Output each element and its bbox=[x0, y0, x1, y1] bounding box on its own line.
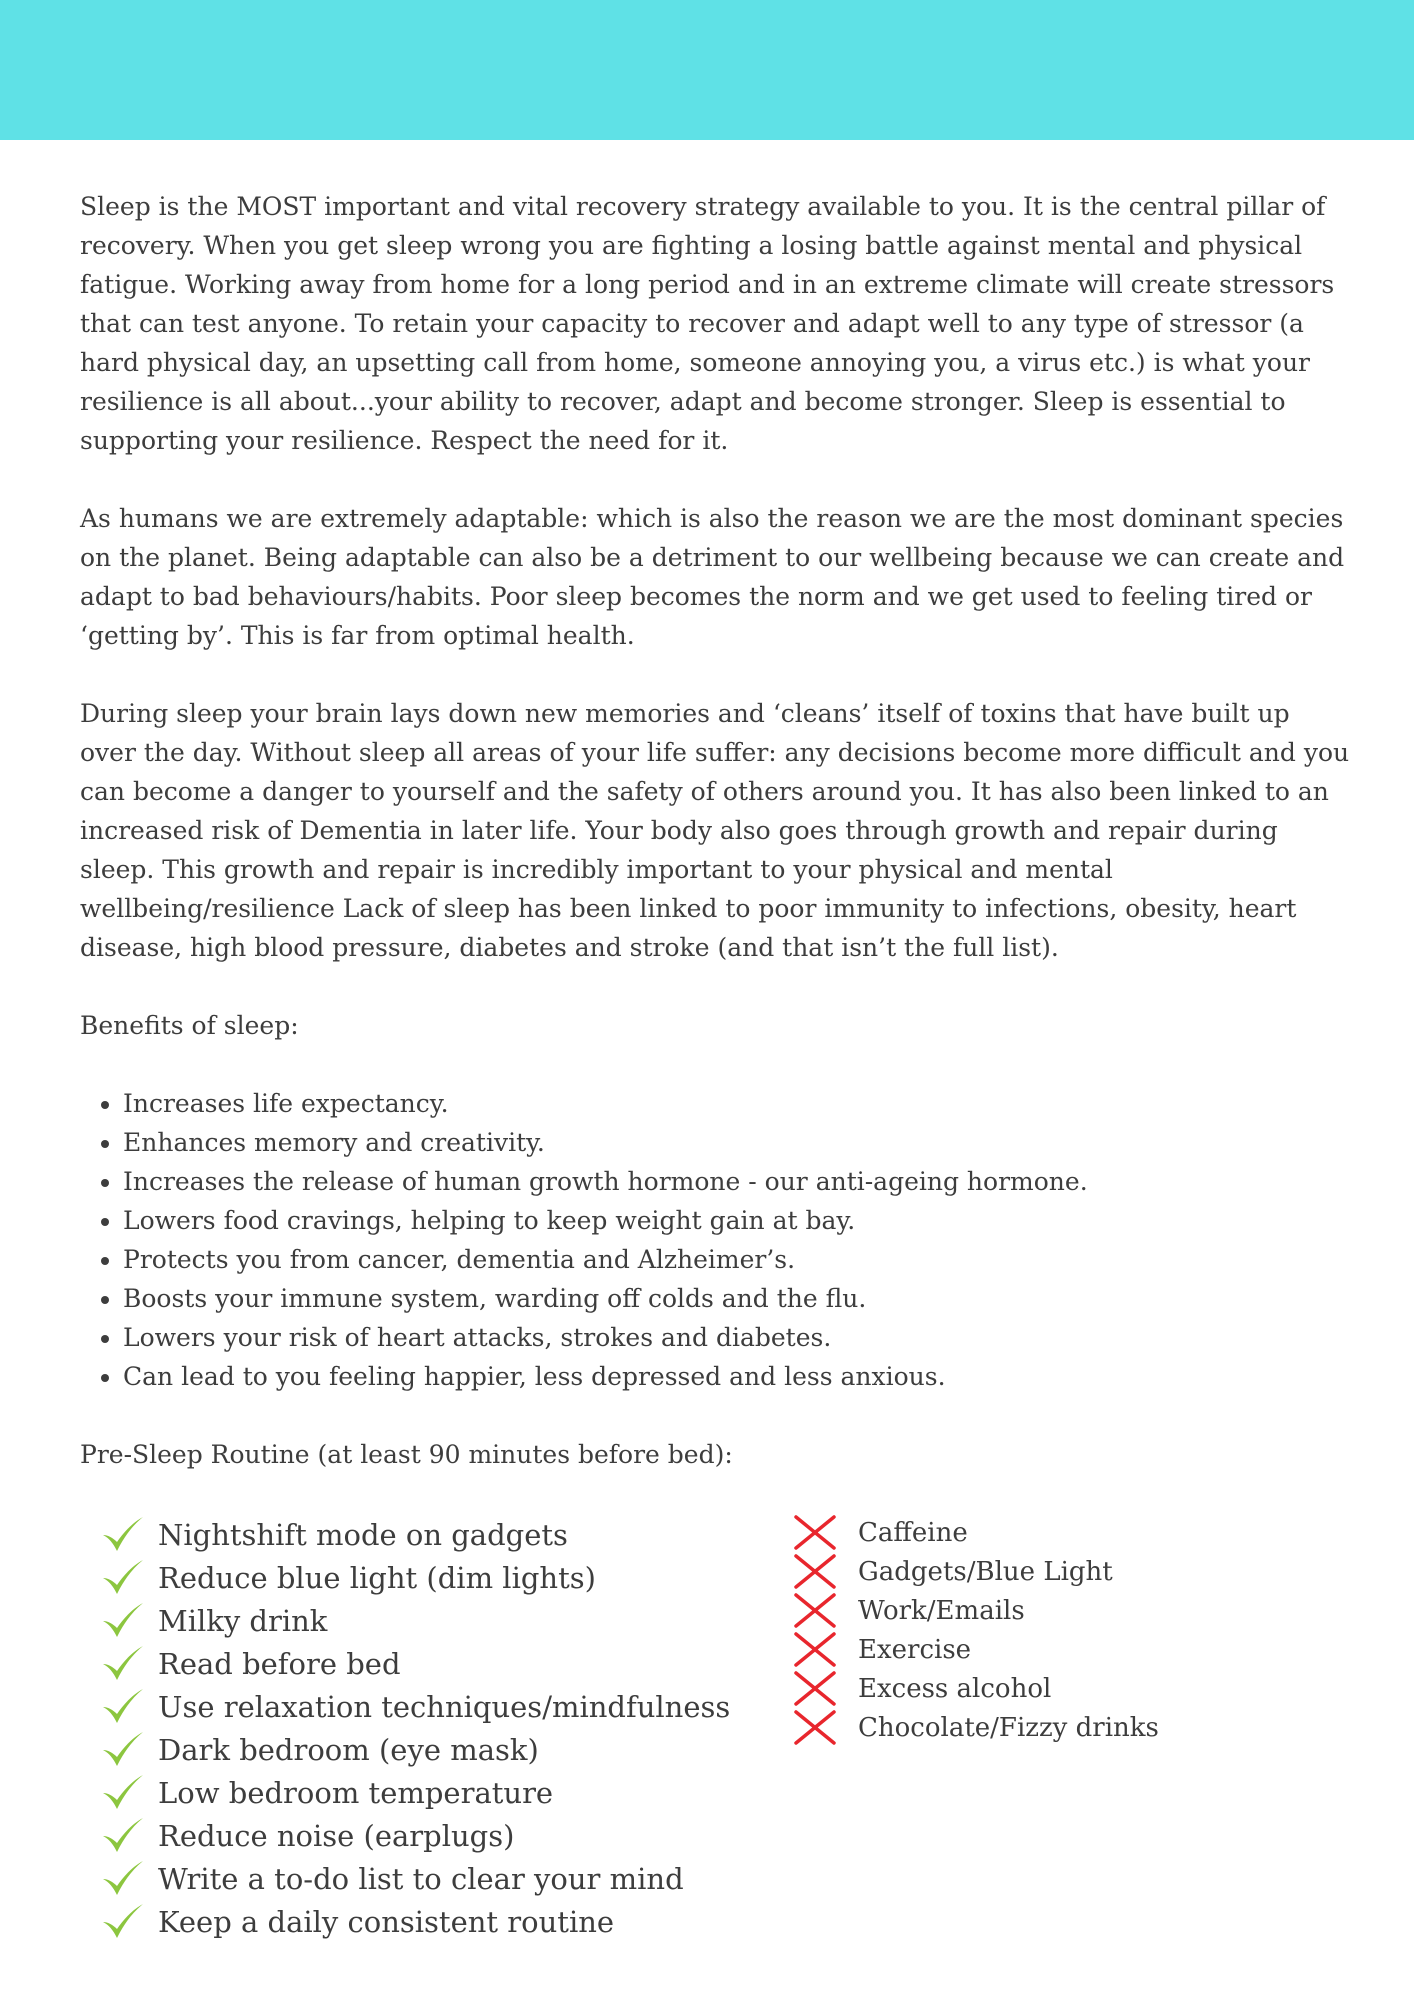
do-item-label: Low bedroom temperature bbox=[158, 1775, 554, 1810]
list-item: • Increases the release of human growth hormone - our anti-ageing hormone. bbox=[123, 1162, 1350, 1201]
dont-item bbox=[792, 1669, 1159, 1708]
dont-item-label: Gadgets/Blue Light bbox=[858, 1556, 1113, 1587]
list-item: • Increases life expectancy. bbox=[123, 1084, 1350, 1123]
checkmark-icon bbox=[100, 1685, 146, 1728]
dont-item-label: Exercise bbox=[858, 1634, 972, 1665]
list-item: • Can lead to you feeling happier, less depressed and less anxious. bbox=[123, 1357, 1350, 1396]
checkmark-icon bbox=[100, 1900, 146, 1943]
do-list bbox=[100, 1513, 730, 1943]
do-item-label: Reduce blue light (dim lights) bbox=[158, 1560, 596, 1595]
do-item bbox=[100, 1556, 730, 1599]
brain-paragraph: During sleep your brain lays down new memories and ‘cleans’ itself of toxins that have built up over the day. Without sleep all areas of your life suffer: any decisions become more difficult and you can become a danger to yourself and the safety of others around you. It has also been linked to an increased risk of Dementia in later life. Your body also goes through growth and repair during sleep. This growth and repair is incredibly important to your physical and mental wellbeing/resilience Lack of sleep has been linked to poor immunity to infections, obesity, heart disease, high blood pressure, diabetes and stroke (and that isn’t the full list). bbox=[80, 699, 1350, 962]
do-item bbox=[100, 1771, 730, 1814]
list-item: • Protects you from cancer, dementia and Alzheimer’s. bbox=[123, 1240, 1350, 1279]
cross-icon bbox=[792, 1513, 838, 1552]
header-band bbox=[0, 0, 1414, 140]
routine-heading: Pre-Sleep Routine (at least 90 minutes before bed): bbox=[80, 1440, 733, 1469]
do-item-label: Reduce noise (earplugs) bbox=[158, 1818, 515, 1853]
intro-paragraph: Sleep is the MOST important and vital recovery strategy available to you. It is the central pillar of recovery. When you get sleep wrong you are fighting a losing battle against mental and physical fatigue. Working away from home for a long period and in an extreme climate will create stressors that can test anyone. To retain your capacity to recover and adapt well to any type of stressor (a hard physical day, an upsetting call from home, someone annoying you, a virus etc.) is what your resilience is all about...your ability to recover, adapt and become stronger. Sleep is essential to supporting your resilience. Respect the need for it. bbox=[80, 192, 1335, 455]
list-item: • Lowers food cravings, helping to keep weight gain at bay. bbox=[123, 1201, 1350, 1240]
dont-item-label: Excess alcohol bbox=[858, 1673, 1052, 1704]
do-item bbox=[100, 1599, 730, 1642]
checkmark-icon bbox=[100, 1771, 146, 1814]
do-item-label: Use relaxation techniques/mindfulness bbox=[158, 1689, 731, 1724]
cross-icon bbox=[792, 1552, 838, 1591]
do-item-label: Read before bed bbox=[158, 1646, 401, 1681]
benefits-heading: Benefits of sleep: bbox=[80, 1011, 299, 1040]
dont-item bbox=[792, 1591, 1159, 1630]
dont-list bbox=[792, 1513, 1159, 1747]
dont-item-label: Work/Emails bbox=[858, 1595, 1025, 1626]
do-item bbox=[100, 1728, 730, 1771]
document-body bbox=[80, 187, 1350, 1513]
do-item bbox=[100, 1513, 730, 1556]
cross-icon bbox=[792, 1630, 838, 1669]
dont-item bbox=[792, 1513, 1159, 1552]
do-item bbox=[100, 1814, 730, 1857]
do-item-label: Write a to-do list to clear your mind bbox=[158, 1861, 684, 1896]
checkmark-icon bbox=[100, 1728, 146, 1771]
dont-item bbox=[792, 1552, 1159, 1591]
cross-icon bbox=[792, 1708, 838, 1747]
cross-icon bbox=[792, 1591, 838, 1630]
do-item bbox=[100, 1857, 730, 1900]
do-item-label: Milky drink bbox=[158, 1603, 328, 1638]
cross-icon bbox=[792, 1669, 838, 1708]
checkmark-icon bbox=[100, 1857, 146, 1900]
dont-item bbox=[792, 1630, 1159, 1669]
do-item-label: Nightshift mode on gadgets bbox=[158, 1517, 568, 1552]
do-item bbox=[100, 1642, 730, 1685]
checkmark-icon bbox=[100, 1814, 146, 1857]
do-item bbox=[100, 1900, 730, 1943]
checkmark-icon bbox=[100, 1513, 146, 1556]
routine-section bbox=[0, 1513, 1414, 1963]
do-item bbox=[100, 1685, 730, 1728]
do-item-label: Keep a daily consistent routine bbox=[158, 1904, 615, 1939]
do-item-label: Dark bedroom (eye mask) bbox=[158, 1732, 539, 1767]
checkmark-icon bbox=[100, 1556, 146, 1599]
list-item: • Boosts your immune system, warding off colds and the flu. bbox=[123, 1279, 1350, 1318]
dont-item-label: Caffeine bbox=[858, 1517, 968, 1548]
list-item: • Enhances memory and creativity. bbox=[123, 1123, 1350, 1162]
checkmark-icon bbox=[100, 1599, 146, 1642]
dont-item-label: Chocolate/Fizzy drinks bbox=[858, 1712, 1159, 1743]
dont-item bbox=[792, 1708, 1159, 1747]
benefits-list bbox=[80, 1084, 1350, 1396]
checkmark-icon bbox=[100, 1642, 146, 1685]
list-item: • Lowers your risk of heart attacks, strokes and diabetes. bbox=[123, 1318, 1350, 1357]
adaptability-paragraph: As humans we are extremely adaptable: which is also the reason we are the most dominant species on the planet. Being adaptable can also be a detriment to our wellbeing because we can create and adapt to bad behaviours/habits. Poor sleep becomes the norm and we get used to feeling tired or ‘getting by’. This is far from optimal health. bbox=[80, 504, 1345, 650]
